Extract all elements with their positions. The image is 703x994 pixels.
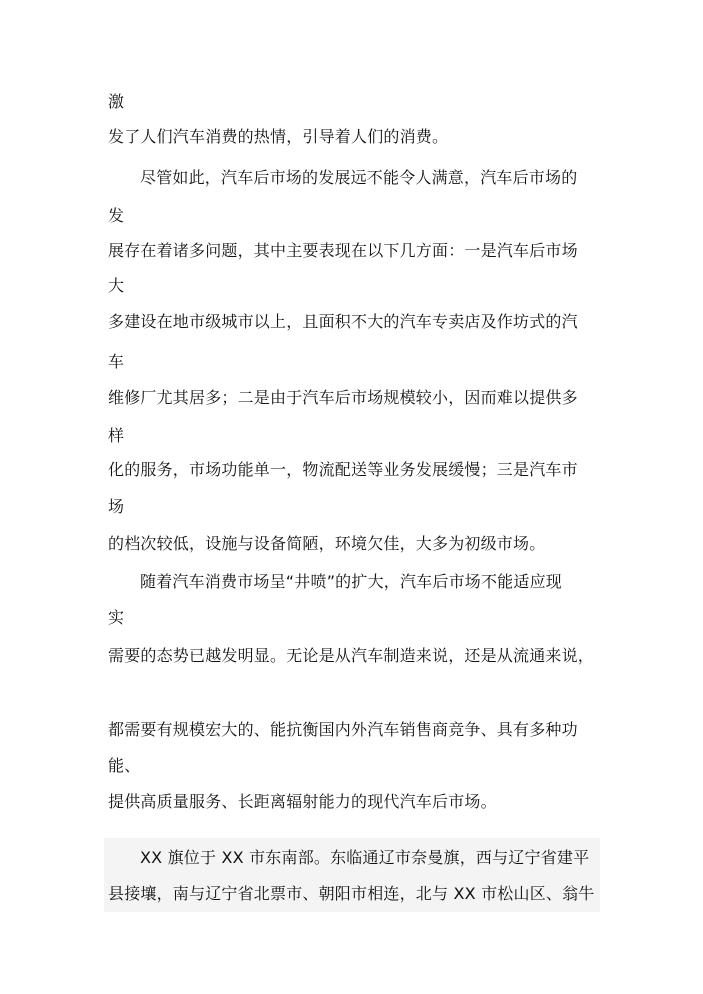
text-line-3: 尽管如此，汽车后市场的发展远不能令人满意，汽车后市场的: [140, 168, 578, 187]
text-line-7: 多建设在地市级城市以上，且面积不大的汽车专卖店及作坊式的汽: [108, 312, 578, 331]
text-line-17: 都需要有规模宏大的、能抗衡国内外汽车销售商竞争、具有多种功: [108, 720, 578, 739]
text-line-5: 展存在着诸多问题，其中主要表现在以下几方面：一是汽车后市场: [108, 241, 578, 260]
text-line-6: 大: [108, 276, 125, 295]
text-line-11: 化的服务，市场功能单一，物流配送等业务发展缓慢；三是汽车市: [108, 460, 578, 479]
text-line-2: 发了人们汽车消费的热情，引导着人们的消费。: [108, 127, 449, 146]
text-line-1: 激: [108, 92, 125, 111]
text-line-4: 发: [108, 206, 125, 225]
text-line-14: 随着汽车消费市场呈“井喷”的扩大，汽车后市场不能适应现: [140, 572, 562, 591]
text-line-20: XX 旗位于 XX 市东南部。东临通辽市奈曼旗，西与辽宁省建平: [140, 848, 590, 867]
text-line-9: 维修厂尤其居多；二是由于汽车后市场规模较小，因而难以提供多: [108, 388, 578, 407]
text-line-18: 能、: [108, 756, 141, 775]
text-line-19: 提供高质量服务、长距离辐射能力的现代汽车后市场。: [108, 792, 497, 811]
text-line-21: 县接壤，南与辽宁省北票市、朝阳市相连，北与 XX 市松山区、翁牛: [108, 884, 595, 903]
text-line-10: 样: [108, 426, 125, 445]
text-line-15: 实: [108, 608, 125, 627]
text-line-16: 需要的态势已越发明显。无论是从汽车制造来说，还是从流通来说，: [108, 646, 595, 665]
text-line-8: 车: [108, 352, 125, 371]
text-line-13: 的档次较低，设施与设备简陋，环境欠佳，大多为初级市场。: [108, 534, 546, 553]
text-line-12: 场: [108, 497, 125, 516]
